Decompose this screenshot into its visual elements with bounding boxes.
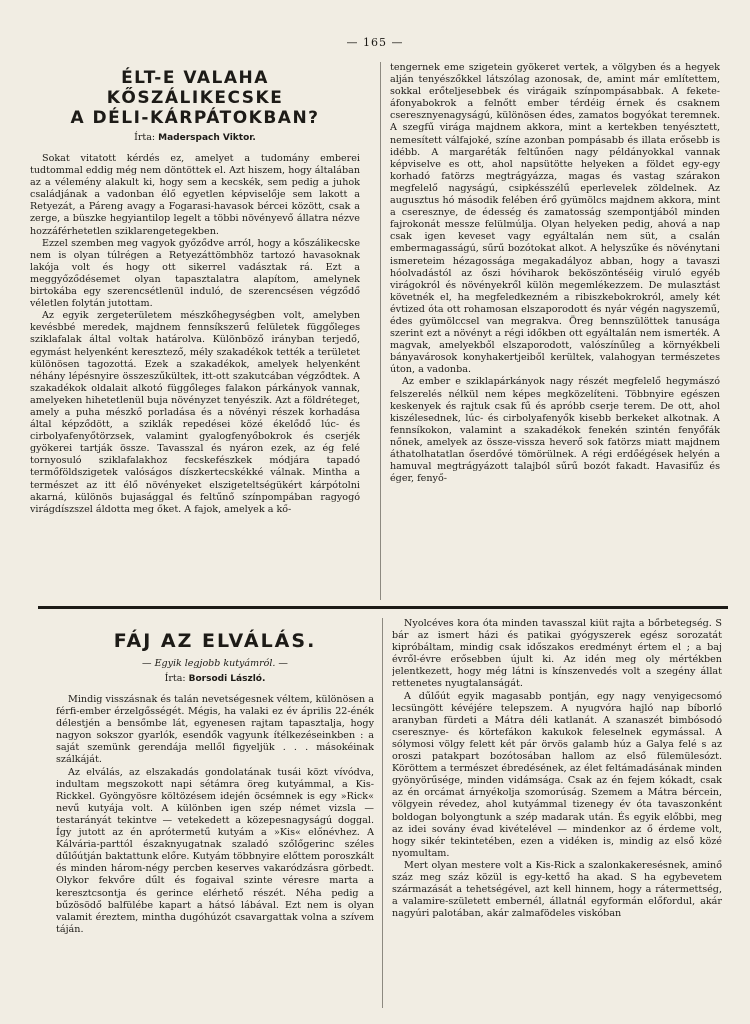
article2-right-column <box>392 618 722 1008</box>
article1-title-line2: A DÉLI-KÁRPÁTOKBAN? <box>70 108 320 128</box>
article1-author: Maderspach Viktor. <box>158 133 256 143</box>
article-faj-az-elvalas <box>30 618 730 1008</box>
article2-paragraph: Mindig visszásnak és talán nevetségesnek véltem, különösen a férfi-ember érzelgősségét. Mégis, ha valaki ez év április 22-énék délestjén a bensőmbe lát, egyenesen rajtam tapasztalja, hogy nagyon sokszor gyarlók, esendők vagyunk ítélkezéseinkben : a saját szemünk gerendája mellől figyeljük . . . másokéinak szálkáját. <box>56 694 374 766</box>
article1-paragraph: tengernek eme szigetein gyökeret vertek, a völgyben és a hegyek alján tenyészőkkel látszólag azonosak, de, amint már említettem, sokkal erőteljesebbek és virágaik színpompásabbak. A fekete-áfonyabokrok a felnőtt ember térdéig érnek és csaknem cseresznyenagyságú, különösen édes, zamatos bogyókat teremnek. A szegfű virága majdnem akkora, mint a kertekben tenyésztett, nemesített válfajoké, színe azonban pompásabb és illata erősebb is idébb. A margaréták feltűnően nagy példányokkal vannak képviselve es ott, ahol napsütötte helyeken a földet egy-egy korhadó fatörzs megtrágyázza, magas és vastag szárakon megfelelő nagyságú, csipkésszélű eperlevelek zöldelnek. Az augusztus hó második felében érő gyümölcs majdnem akkora, mint a cseresznye, de édesség és zamatosság szempontjából minden fajrokonát messze felülmúlja. Olyan helyeken pedig, ahová a nap csak igen keveset vagy egyáltalán nem süt, a csalán embermagasságú, sűrű bozótokat alkot. A helyszűke és növénytani ismereteim hézagossága megakadályoz abban, hogy a tavaszi hóolvadástól az őszi hóviharok beköszöntéséig viruló egyéb virágokról és növényekről külön megemlékezzem. De mulasztást követnék el, ha megfeledkezném a ribiszkebokrokról, amely két évtized óta ott rohamosan elszaporodott és nyár végén nagyszemű, édes gyümölccsel van megrakva. Öreg bennszülöttek tanusága szerint ezt a növényt a régi időkben ott egyáltalán nem ismerték. A magvak, amelyekből elszaporodott, valószínűleg a környékbeli bányavárosok konyhakertjeiből kerültek, valahogyan természetes úton, a vadonba. <box>390 62 720 376</box>
section-divider <box>38 606 728 609</box>
byline-prefix: Írta: <box>134 132 156 143</box>
article2-byline <box>56 673 374 684</box>
article2-paragraph: Nyolcéves kora óta minden tavasszal kiüt rajta a bőrbetegség. S bár az ismert házi és patikai gyógyszerek egész sorozatát kipróbáltam, mindig csak időszakos eredményt értem el ; a baj évről-évre erősebben újult ki. Az idén meg oly mértékben jelentkezett, hogy még látni is kínszenvedés volt a szegény állat rettenetes nyugtalanságát. <box>392 618 722 690</box>
page-number: — 165 — <box>346 36 404 49</box>
article1-byline <box>30 132 360 143</box>
article2-title: FÁJ AZ ELVÁLÁS. <box>113 630 317 652</box>
article1-paragraph: Az egyik zergeterületem mészkőhegységben volt, amelyben kevésbbé meredek, majdnem fennsíkszerű felületek függőleges sziklafalak által voltak határolva. Különböző irányban terjedő, egymást helyenként keresztező, mély szakadékok tették a területet különösen tagozottá. Ezek a szakadékok, amelyek helyenként néhány lépésnyire összeszűkültek, itt-ott szakutcában végződtek. A szakadékok oldalait alkotó függőleges falakon párkányok vannak, amelyeken hihetetlenül buja növényzet tenyészik. Azt a földréteget, amely a puha mészkő porladása és a növényi részek korhadása által képződött, a sziklák repedései közé ékelődő lúc- és cirbolyafenyőtörzsek, valamint gyalogfenyőbokrok és cserjék gyökerei tartják össze. Tavasszal és nyáron ezek, az ég felé tornyosuló sziklafalakhoz fecskefészkek módjára tapadó termőföldszigetek valóságos díszkertecskékké válnak. Mintha a természet az itt élő növényeket elszigeteltségükért kárpótolni akarná, különös bujasággal és feltűnő színpompában ragyogó virágdíszszel áldotta meg őket. A fajok, amelyek a kő- <box>30 310 360 515</box>
byline-prefix: Írta: <box>164 673 186 684</box>
article-koszalikecske <box>28 62 728 600</box>
article2-paragraph: A dűlőút egyik magasabb pontján, egy nagy venyigecsomó lecsüngött kévéjére telepszem. A nyugvóra hajló nap bíborló aranyban fürdeti a Mátra déli katlanát. A szanaszét bimbósodó cseresznye- és körtefákon kakukok feleselnek egymással. A sólymosi völgy felett két pár örvös galamb húz a Galya felé s az oroszi patakpart bozótosában hallom az első fülemülesózt. Köröttem a természet ébredésének, az élet feltámadásának minden gyönyörűsége, minden vidámsága. Csak az én fejem kókadt, csak az én orcámat árnyékolja szomorúság. Szemem a Mátra bércein, völgyein révedez, ahol kutyámmal tizenegy év óta tavaszonként boldogan bolyongtunk a szép madarak után. És egyik előbbi, meg az idei sovány évad kivételével — mindenkor az ő érdeme volt, hogy sikér tekintetében, ezen a vidéken is, mindig az első közé nyomultam. <box>392 690 722 859</box>
article2-subtitle: — Egyik legjobb kutyámról. — <box>142 658 288 669</box>
article2-paragraph: Az elválás, az elszakadás gondolatának tusái közt vívódva, indultam megszokott napi sétámra öreg kutyámmal, a Kis-Rickkel. Gyöngyösre költözésem idején öcsémnek is egy »Rick« nevű kutyája volt. A különben igen szép német vizsla — testarányát tekintve — vetekedett a közepesnagyságú doggal. Így jutott az én aprótermetű kutyám a »Kis« előnévhez. A Kálvária-parttól északnyugatnak szaladó szőlőgerinc széles dűlőútján baktattunk előre. Kutyám többnyire előttem poroszkált és minden három-négy percben keserves vakaródzásra görbedt. Olykor fekvőre dűlt és fogaival szinte véresre marta a keresztcsontja és gerince elérhető részét. Néha pedig a bűzösödő balfülébe kapart a hátsó lábával. Ezt nem is olyan valamit éreztem, mintha dugóhúzót csavargattak volna a szívem táján. <box>56 766 374 935</box>
column-divider <box>382 618 383 1008</box>
article1-title-line1: ÉLT-E VALAHA KŐSZÁLIKECSKE <box>106 68 284 108</box>
article1-left-column <box>30 62 360 600</box>
article1-paragraph: Ezzel szemben meg vagyok győződve arról, hogy a kőszálikecske nem is olyan túlrégen a Retyezáttömbhöz tartozó havasoknak lakója volt és hogy ott sikerrel vadásztak rá. Ezt a meggyőződésemet olyan tapasztalatra alapítom, amelynek birtokába egy szerencsétlenül induló, de szerencsésen végződő véletlen folytán jutottam. <box>30 237 360 310</box>
article1-paragraph: Sokat vitatott kérdés ez, amelyet a tudomány emberei tudtommal eddig még nem döntöttek el. Azt hiszem, hogy általában az a vélemény alakult ki, hogy sem a kecskék, sem pedig a juhok családjának a vadonban élő egyetlen képviselője sem lakott a Retyezát, a Páreng avagy a Fogarasi-havasok bércei között, csak a zerge, a büszke hegyiantilop legelt a többi növényevő állatra nézve hozzáférhetetlen sziklarengetegekben. <box>30 153 360 237</box>
article2-author: Borsodi László. <box>188 674 266 684</box>
article1-title <box>30 68 360 128</box>
article2-paragraph: Mert olyan mestere volt a Kis-Rick a szalonkakeresésnek, aminő száz meg száz közül is egy-kettő ha akad. S ha egybevetem származását a tehetségével, azt kell hinnem, hogy a rátermettség, a valamire-született embernél, állatnál egyformán előfordul, akár nagyúri palotában, akár zalmafödeles viskóban <box>392 859 722 920</box>
article1-paragraph: Az ember e sziklapárkányok nagy részét megfelelő hegymászó felszerelés nélkül nem képes megközelíteni. Többnyire egészen keskenyek és rajtuk csak fű és apróbb cserje terem. De ott, ahol kiszélesednek, lúc- és cirbolyafenyők kisebb berkeket alkotnak. A fennsíkokon, valamint a szakadékok fenekén szintén fenyőfák nőnek, amelyek az össze-vissza heverő sok fatörzs miatt majdnem áthatolhatatlan őserdővé tömörülnek. A régi erdőégések helyén a hamuval megtrágyázott talajból sűrű bozót fakadt. Havasifűz és éger, fenyő- <box>390 376 720 485</box>
column-divider <box>380 62 381 600</box>
article2-left-column <box>56 618 374 1008</box>
article1-right-column <box>390 62 720 600</box>
